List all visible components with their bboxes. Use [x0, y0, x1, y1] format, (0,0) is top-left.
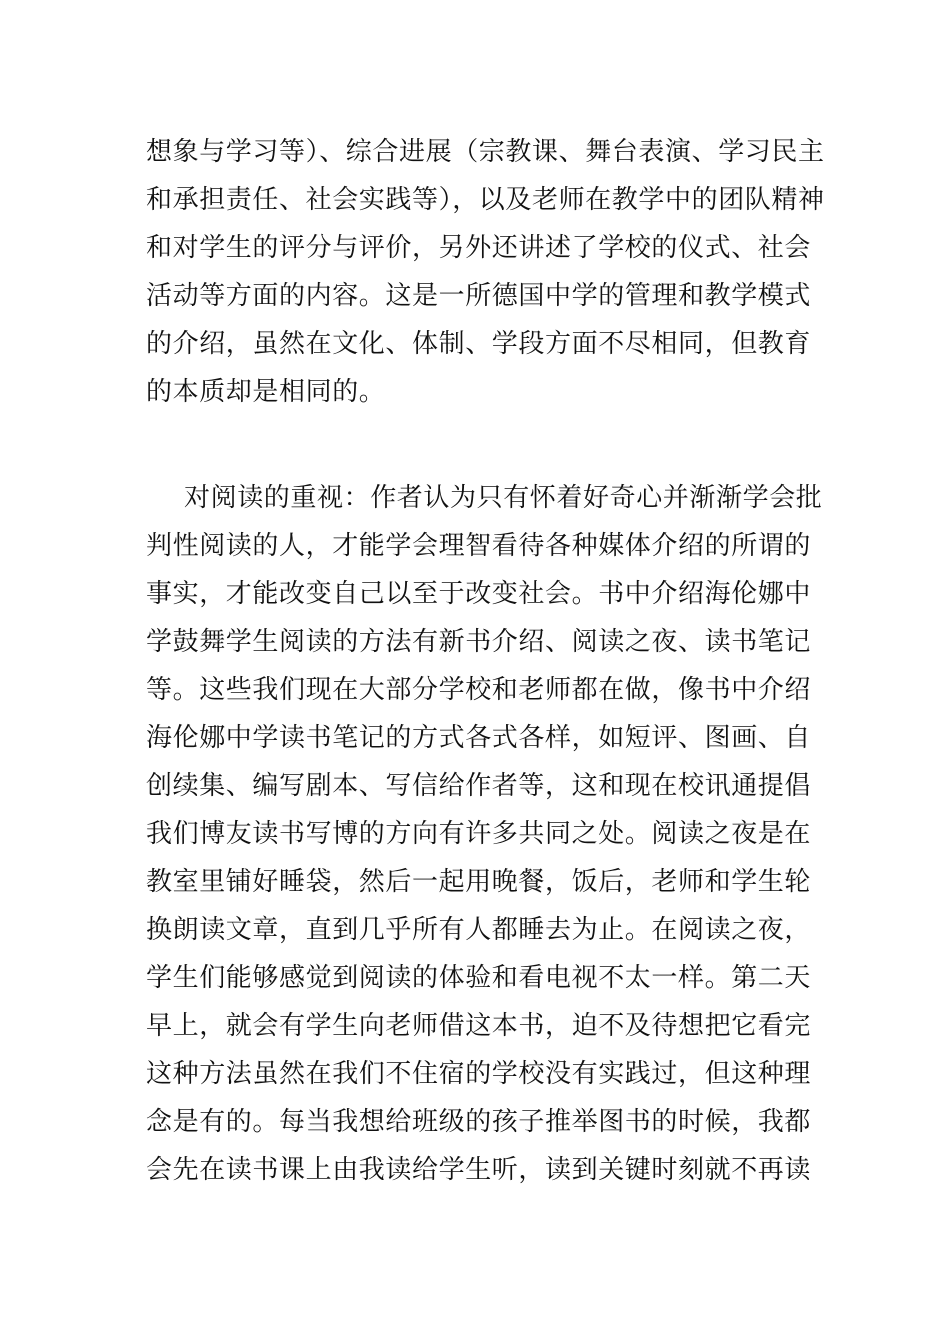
- text-line: 这种方法虽然在我们不住宿的学校没有实践过，但这种理: [146, 1059, 812, 1089]
- text-line: 的本质却是相同的。: [146, 377, 386, 407]
- text-line: 学生们能够感觉到阅读的体验和看电视不太一样。第二天: [146, 963, 812, 993]
- text-line: 早上，就会有学生向老师借这本书，迫不及待想把它看完: [146, 1011, 812, 1041]
- text-line: 我们博友读书写博的方向有许多共同之处。阅读之夜是在: [146, 819, 812, 849]
- text-line: 活动等方面的内容。这是一所德国中学的管理和教学模式: [146, 281, 812, 311]
- text-line: 教室里铺好睡袋，然后一起用晚餐，饭后，老师和学生轮: [146, 867, 812, 897]
- text-line: 海伦娜中学读书笔记的方式各式各样，如短评、图画、自: [146, 723, 812, 753]
- text-line: 换朗读文章，直到几乎所有人都睡去为止。在阅读之夜，: [146, 915, 812, 945]
- text-line: 想象与学习等）、综合进展（宗教课、舞台表演、学习民主: [146, 137, 825, 167]
- text-line: 创续集、编写剧本、写信给作者等，这和现在校讯通提倡: [146, 771, 812, 801]
- text-line: 会先在读书课上由我读给学生听，读到关键时刻就不再读: [146, 1155, 812, 1185]
- text-line: 等。这些我们现在大部分学校和老师都在做，像书中介绍: [146, 675, 812, 705]
- text-line: 和承担责任、社会实践等），以及老师在教学中的团队精神: [146, 185, 825, 215]
- text-line: 事实，才能改变自己以至于改变社会。书中介绍海伦娜中: [146, 579, 812, 609]
- text-line: 和对学生的评分与评价，另外还讲述了学校的仪式、社会: [146, 233, 812, 263]
- text-line: 学鼓舞学生阅读的方法有新书介绍、阅读之夜、读书笔记: [146, 627, 812, 657]
- text-line: 的介绍，虽然在文化、体制、学段方面不尽相同，但教育: [146, 329, 812, 359]
- text-line: 念是有的。每当我想给班级的孩子推举图书的时候，我都: [146, 1107, 812, 1137]
- text-line: 判性阅读的人，才能学会理智看待各种媒体介绍的所谓的: [146, 531, 812, 561]
- text-line: 对阅读的重视：作者认为只有怀着好奇心并渐渐学会批: [184, 483, 823, 513]
